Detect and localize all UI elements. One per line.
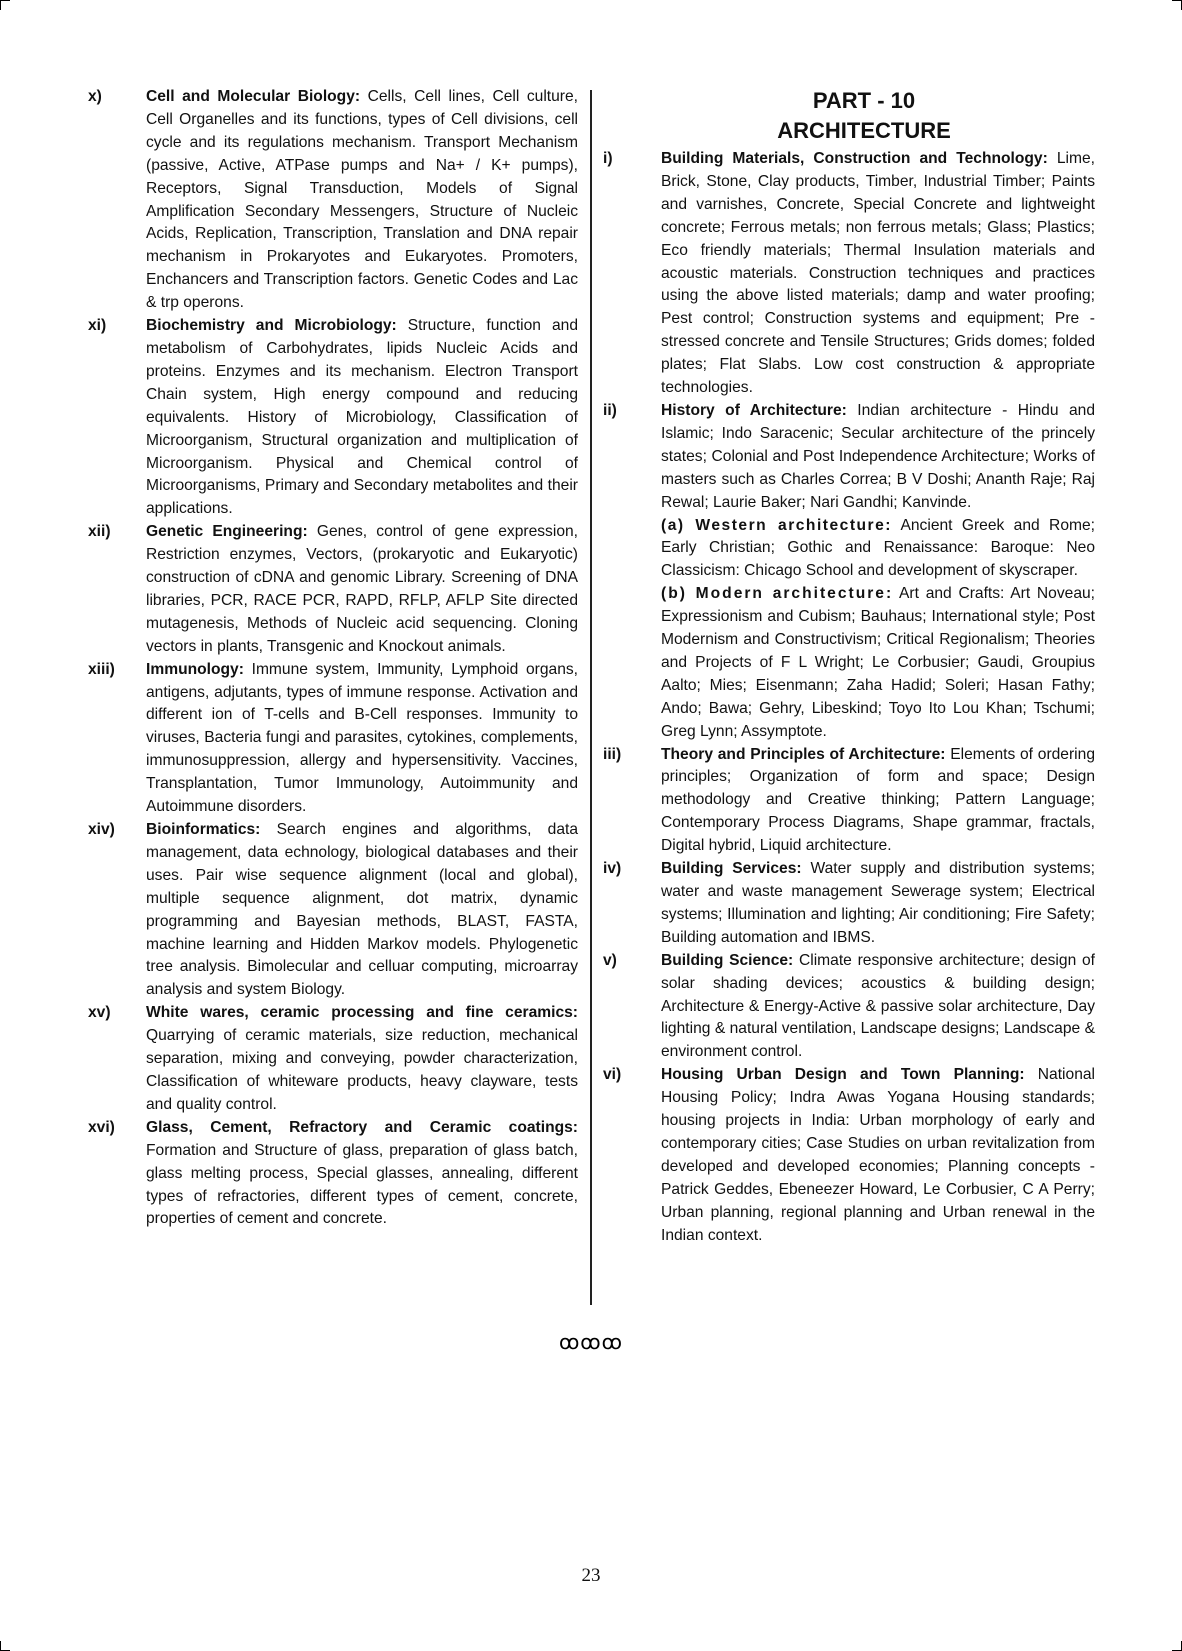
syllabus-item (88, 1002, 578, 1117)
item-heading: White wares, ceramic processing and fine ceramics: (146, 1004, 578, 1022)
item-heading: Cell and Molecular Biology: (146, 88, 361, 105)
crop-mark-bl-v (0, 1641, 1, 1651)
syllabus-item (88, 819, 578, 1002)
syllabus-item (603, 858, 1095, 950)
syllabus-item (88, 315, 578, 521)
item-body: Immune system, Immunity, Lymphoid organs, antigens, adjutants, types of immune response. Activation and different ion of T-cells and B-Cell responses. Immunity to viruses, Bacteria fungi and parasites, cytokines, complements, immunosuppression, allergy and hypersensitivity. Vaccines, Transplantation, Tumor Immunology, Autoimmunity and Autoimmune disorders. (146, 660, 578, 816)
crop-mark-tl-v (0, 0, 1, 10)
item-heading: Building Services: (661, 860, 802, 878)
item-number: x) (88, 88, 102, 105)
item-number: xvi) (88, 1118, 115, 1136)
item-number: xii) (88, 523, 111, 541)
item-number: xv) (88, 1004, 111, 1022)
item-heading: History of Architecture: (661, 401, 847, 419)
item-number: xi) (88, 317, 107, 335)
item-body: Quarrying of ceramic materials, size reduction, mechanical separation, mixing and conveying, powder characterization, Classification of whiteware products, heavy clayware, tests and quality control. (146, 1027, 578, 1113)
sub-item-body: Ancient Greek and Rome; Early Christian; Gothic and Renaissance: Baroque: Neo Classicism: Chicago School and development of skyscraper. (661, 516, 1095, 580)
syllabus-item (603, 744, 1095, 859)
left-column (88, 86, 578, 1231)
syllabus-item (603, 148, 1095, 400)
item-heading: Biochemistry and Microbiology: (146, 317, 397, 335)
item-number: ii) (603, 401, 617, 419)
item-body: Lime, Brick, Stone, Clay products, Timber, Industrial Timber; Paints and varnishes, Concrete, Special Concrete and lightweight concrete; Ferrous metals; non ferrous metals; Glass; Plastics; Eco friendly materials; Thermal Insulation materials and acoustic materials. Construction techniques and practices using the above listed materials; damp and water proofing; Pest control; Construction systems and equipment; Pre - stressed concrete and Tensile Structures; Grids domes; folded plates; Flat Slabs. Low cost construction & appropriate technologies. (661, 150, 1095, 397)
item-heading: Bioinformatics: (146, 821, 261, 838)
right-column (603, 86, 1095, 1248)
item-number: vi) (603, 1066, 622, 1084)
item-heading: Glass, Cement, Refractory and Ceramic coatings: (146, 1118, 578, 1136)
item-body: Cells, Cell lines, Cell culture, Cell Organelles and its functions, types of Cell divisions, cell cycle and its regulations mechanism. Transport Mechanism (passive, Active, ATPase pumps and Na+ / K+ pumps), Receptors, Signal Transduction, Models of Signal Amplification Secondary Messengers, Structure of Nucleic Acids, Replication, Transcription, Translation and DNA repair mechanism in Prokaryotes and Eukaryotes. Promoters, Enchancers and Transcription factors. Genetic Codes and Lac & trp operons. (146, 88, 578, 312)
syllabus-item (603, 400, 1095, 515)
part-title: PART - 10 (812, 88, 916, 113)
column-divider (590, 90, 592, 1305)
item-number: xiii) (88, 660, 115, 678)
item-heading: Genetic Engineering: (146, 523, 308, 541)
item-body: Search engines and algorithms, data management, data echnology, biological databases and their uses. Pair wise sequence alignment (local and global), multiple sequence alignment, dot matrix, dynamic programming and Bayesian methods, BLAST, FASTA, machine learning and Hidden Markov models. Phylogenetic tree analysis. Bimolecular and celluar computing, microarray analysis and system Biology. (146, 821, 578, 999)
item-number: iv) (603, 860, 622, 878)
page-number: 23 (581, 1565, 601, 1586)
ornament-divider: ꝏꝏꝏ (558, 1332, 624, 1354)
item-body: National Housing Policy; Indra Awas Yogana Housing standards; housing projects in India: Urban morphology of early and contemporary cities; Case Studies on urban revitalization from developed and developed economies; Planning concepts - Patrick Geddes, Ebeneezer Howard, Le Corbusier, C A Perry; Urban planning, regional planning and Urban renewal in the Indian context. (661, 1066, 1096, 1244)
section-title: ARCHITECTURE (777, 118, 951, 143)
item-body: Genes, control of gene expression, Restriction enzymes, Vectors, (prokaryotic and Eukaryotic) construction of cDNA and genomic Library. Screening of DNA libraries, PCR, RACE PCR, RAPD, RFLP, AFLP Site directed mutagenesis, Methods of Nucleic acid sequencing. Cloning vectors in plants, Transgenic and Knockout animals. (146, 523, 578, 655)
item-body: Formation and Structure of glass, preparation of glass batch, glass melting process, Special glasses, annealing, different types of refractories, different types of cement, concrete, properties of cement and concrete. (146, 1141, 578, 1228)
item-body: Climate responsive architecture; design of solar shading devices; acoustics & building design; Architecture & Energy-Active & passive solar architecture, Day lighting & natural ventilation, Landscape designs; Landscape & environment control. (661, 951, 1095, 1061)
item-number: v) (603, 951, 617, 969)
syllabus-item (88, 659, 578, 819)
item-heading: Building Materials, Construction and Technology: (661, 150, 1048, 167)
item-body: Structure, function and metabolism of Carbohydrates, lipids Nucleic Acids and proteins. Enzymes and its mechanism. Electron Transport Chain system, High energy compound and reducing equivalents. History of Microbiology, Classification of Microorganism, Structural organization and multiplication of Microorganism. Physical and Chemical control of Microorganisms, Primary and Secondary metabolites and their applications. (146, 317, 578, 518)
syllabus-item (603, 1064, 1095, 1247)
syllabus-item (88, 521, 578, 658)
item-number: i) (603, 150, 613, 167)
item-heading: Immunology: (146, 660, 244, 678)
item-body: Water supply and distribution systems; water and waste management Sewerage system; Electrical systems; Illumination and lighting; Air conditioning; Fire Safety; Building automation and IBMS. (661, 860, 1095, 946)
item-heading: Theory and Principles of Architecture: (661, 745, 946, 763)
sub-item-heading: (a) Western architecture: (661, 516, 892, 534)
sub-item-western (661, 515, 1095, 584)
item-heading: Building Science: (661, 951, 794, 969)
syllabus-item (603, 950, 1095, 1065)
sub-item-heading: (b) Modern architecture: (661, 585, 894, 603)
syllabus-item (88, 1117, 578, 1232)
item-number: xiv) (88, 821, 115, 838)
item-heading: Housing Urban Design and Town Planning: (661, 1066, 1025, 1084)
item-body: Indian architecture - Hindu and Islamic; Indo Saracenic; Secular architecture of the princely states; Colonial and Post Independence Architecture; Works of masters such as Charles Correa; B V Doshi; Ananth Raje; Raj Rewal; Laurie Baker; Nari Gandhi; Kanvinde. (661, 401, 1095, 511)
item-number: iii) (603, 745, 622, 763)
sub-item-body: Art and Crafts: Art Noveau; Expressionism and Cubism; Bauhaus; International style; Post Modernism and Constructivism; Critical Regionalism; Theories and Projects of F L Wright; Le Corbusier; Gaudi, Groupius Aalto; Mies; Eisenmann; Zaha Hadid; Soleri; Hasan Fathy; Ando; Bawa; Gehry, Libeskind; Toyo Ito Lou Khan; Tschumi; Greg Lynn; Assymptote. (661, 585, 1095, 740)
item-body: Elements of ordering principles; Organization of form and space; Design methodology and Creative thinking; Pattern Language; Contemporary Process Diagrams, Shape grammar, fractals, Digital hybrid, Liquid architecture. (661, 745, 1095, 855)
sub-item-modern (661, 583, 1095, 743)
crop-mark-tl-h (0, 0, 10, 1)
syllabus-item (88, 86, 578, 315)
